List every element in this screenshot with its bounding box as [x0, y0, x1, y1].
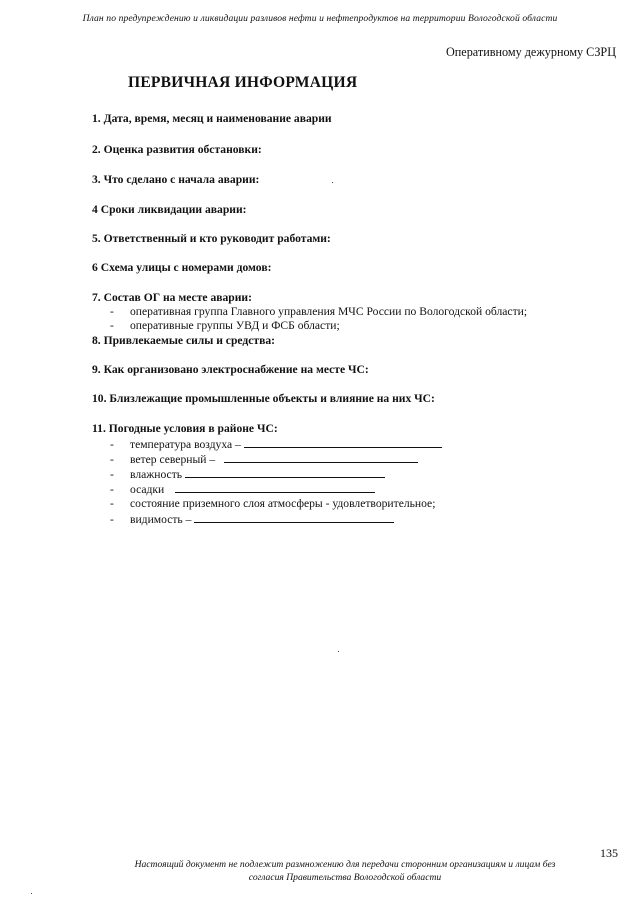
weather-surface-layer [110, 497, 435, 510]
item-5: 5. Ответственный и кто руководит работами: [92, 232, 331, 245]
og-subitem [110, 319, 340, 332]
weather-wind-label: ветер северный – [130, 453, 216, 466]
item-7: 7. Состав ОГ на месте аварии: [92, 291, 252, 304]
item-1: 1. Дата, время, месяц и наименование аварии [92, 112, 332, 125]
item-10: 10. Близлежащие промышленные объекты и влияние на них ЧС: [92, 392, 435, 405]
item-11: 11. Погодные условия в районе ЧС: [92, 422, 278, 435]
weather-visibility [110, 512, 394, 526]
weather-humidity [110, 467, 385, 481]
weather-precipitation-label: осадки [130, 483, 165, 496]
scan-speck [31, 893, 32, 894]
precipitation-blank[interactable] [175, 482, 375, 493]
footer-line-1: Настоящий документ не подлежит размножению для передачи сторонним организациям и лицам без [134, 859, 556, 870]
list-dash: - [110, 319, 114, 332]
list-dash: - [110, 305, 114, 318]
list-dash: - [110, 497, 114, 510]
item-6: 6 Схема улицы с номерами домов: [92, 261, 272, 274]
weather-temperature-label: температура воздуха – [130, 438, 241, 451]
page-title: ПЕРВИЧНАЯ ИНФОРМАЦИЯ [128, 74, 358, 91]
humidity-blank[interactable] [185, 467, 385, 478]
list-dash: - [110, 468, 114, 481]
og-subitem-text: оперативная группа Главного управления МЧС России по Вологодской области; [130, 305, 528, 318]
scan-speck [338, 651, 339, 652]
item-9: 9. Как организовано электроснабжение на месте ЧС: [92, 363, 369, 376]
item-2: 2. Оценка развития обстановки: [92, 143, 262, 156]
weather-precipitation [110, 482, 375, 496]
wind-blank[interactable] [224, 452, 418, 463]
item-4: 4 Сроки ликвидации аварии: [92, 203, 247, 216]
page-number: 135 [600, 846, 618, 860]
addressee: Оперативному дежурному СЗРЦ [445, 45, 616, 59]
item-3: 3. Что сделано с начала аварии: [92, 173, 260, 186]
document-footer [0, 858, 640, 884]
item-8: 8. Привлекаемые силы и средства: [92, 334, 276, 347]
scan-speck [332, 182, 333, 183]
weather-surface-layer-label: состояние приземного слоя атмосферы - удовлетворительное; [130, 497, 436, 510]
footer-line-2: согласия Правительства Вологодской области [248, 872, 442, 883]
weather-visibility-label: видимость – [130, 513, 192, 526]
og-subitem-text: оперативные группы УВД и ФСБ области; [130, 319, 340, 332]
og-subitem [110, 305, 527, 318]
weather-wind [110, 452, 418, 466]
list-dash: - [110, 453, 114, 466]
weather-temperature [110, 437, 442, 451]
visibility-blank[interactable] [194, 512, 394, 523]
weather-humidity-label: влажность [130, 468, 183, 481]
document-header: План по предупреждению и ликвидации разливов нефти и нефтепродуктов на территории Вологодской области [82, 13, 558, 24]
list-dash: - [110, 483, 114, 496]
temperature-blank[interactable] [244, 437, 442, 448]
list-dash: - [110, 513, 114, 526]
list-dash: - [110, 438, 114, 451]
